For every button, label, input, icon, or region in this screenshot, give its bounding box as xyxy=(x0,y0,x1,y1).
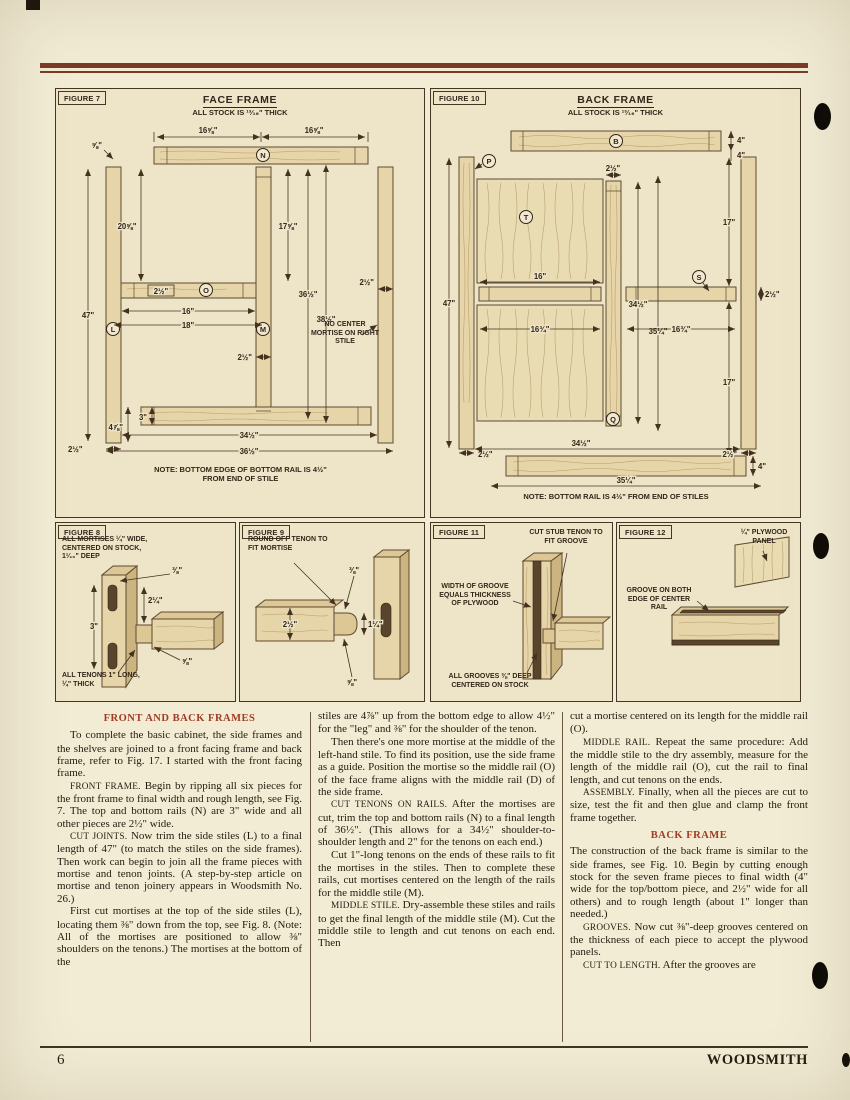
dim-label: 35¼" xyxy=(648,327,668,336)
dim-label: 36½" xyxy=(239,447,259,456)
dim-label: 47" xyxy=(81,311,95,320)
part-letter-s: S xyxy=(696,273,702,282)
paragraph xyxy=(570,921,808,959)
part-letter-t: T xyxy=(523,213,529,222)
dim-label: 16" xyxy=(181,307,195,316)
top-rule-thin xyxy=(40,71,808,73)
section-heading-front-and-back-frames: FRONT AND BACK FRAMES xyxy=(103,713,256,724)
figure-note: NOTE: BOTTOM RAIL IS 4½" FROM END OF STILES xyxy=(523,492,709,501)
paragraph-text: cut a mortise centered on its length for the middle rail (O). xyxy=(570,710,808,736)
part-letter-o: O xyxy=(203,286,209,295)
paragraph-text: To complete the basic cabinet, the side frames and the shelves are joined to a front facing frame and back frame, refer to Fig. 17. I started with the front facing frame. xyxy=(57,729,302,780)
dim-label: 16⅝" xyxy=(304,126,324,135)
groove-both-edges-callout: GROOVE ON BOTH EDGE OF CENTER RAIL xyxy=(626,587,692,612)
footer-rule xyxy=(40,1046,808,1048)
dim-label: 4" xyxy=(758,462,767,471)
dim-label: 2½" xyxy=(153,287,169,296)
print-registration-mark xyxy=(26,0,40,10)
dim-label: 38½" xyxy=(316,315,336,324)
dim-label: 47" xyxy=(442,299,456,308)
paragraph xyxy=(570,786,808,824)
no-center-mortise-callout: NO CENTER MORTISE ON RIGHT STILE xyxy=(310,321,380,346)
article-column-2 xyxy=(318,710,555,950)
paragraph-text: The construction of the back frame is similar to the side frames, see Fig. 10. Begin by cutting enough stock for the seven frame pieces to final width (4" wide for the top/bottom piece, and 2½" wide for all others) and to rough length (about 1" longer than needed.) xyxy=(570,845,808,921)
binder-hole-bottom xyxy=(812,962,828,989)
paragraph-lead: CUT TENONS ON RAILS. xyxy=(331,800,448,811)
binder-hole-middle xyxy=(813,533,829,559)
figure-7-panel xyxy=(55,88,425,518)
paragraph xyxy=(318,798,555,848)
article-column-1 xyxy=(57,712,302,968)
dim-label: 2½" xyxy=(282,620,298,629)
dim-label: 1¼" xyxy=(368,620,383,629)
figure-12-panel xyxy=(616,522,801,702)
dim-label: ⅜" xyxy=(172,566,183,575)
dim-label: 16⅝" xyxy=(198,126,218,135)
dim-label: 4" xyxy=(737,151,746,160)
dim-label: 34½" xyxy=(628,300,648,309)
dim-label: ⅝" xyxy=(346,678,358,687)
dim-label: 4" xyxy=(737,136,746,145)
edge-mark xyxy=(842,1053,850,1067)
dim-label: 16¾" xyxy=(671,325,691,334)
dim-label: 17" xyxy=(722,378,736,387)
paragraph xyxy=(318,736,555,799)
paragraph-lead: ASSEMBLY. xyxy=(583,788,635,799)
binder-hole-top xyxy=(814,103,831,130)
paragraph-lead: FRONT FRAME. xyxy=(70,781,141,792)
stub-tenon-callout: CUT STUB TENON TO FIT GROOVE xyxy=(529,529,603,545)
dim-label: 17⅝" xyxy=(278,222,298,231)
stile-with-mortise xyxy=(374,550,409,679)
dim-label: 18" xyxy=(181,321,195,330)
frame-pieces xyxy=(459,131,756,476)
dim-label: 2½" xyxy=(765,290,780,299)
dim-label: 2½" xyxy=(359,278,374,287)
top-rule-thick xyxy=(40,63,808,68)
stile-with-mortises xyxy=(102,566,137,687)
dim-label: 20⅝" xyxy=(117,222,137,231)
paragraph-text: Finally, when all the pieces are cut to size, test the fit and then glue and clamp the front frame together. xyxy=(570,786,809,824)
paragraph xyxy=(570,845,808,920)
dim-label: 2½" xyxy=(237,353,252,362)
paragraph-text: Dry-assemble these stiles and rails to get the final length of the middle stile (M). Cut the middle stile to length and cut tenons on each end. Then xyxy=(318,899,556,950)
figure-label: FIGURE 11 xyxy=(433,525,485,539)
dim-label: ⅜" xyxy=(348,566,360,575)
dim-label: 34½" xyxy=(571,439,591,448)
paragraph-lead: CUT JOINTS. xyxy=(70,832,128,843)
back-frame-diagram xyxy=(431,89,799,516)
paragraph xyxy=(570,736,808,786)
dim-label: 2½" xyxy=(478,450,493,459)
figure-11-panel xyxy=(430,522,613,702)
part-letter-p: P xyxy=(486,157,492,166)
figure-label: FIGURE 10 xyxy=(433,91,486,105)
dim-label: 3" xyxy=(138,413,147,422)
magazine-brand: WOODSMITH xyxy=(706,1052,808,1068)
dim-label: 3" xyxy=(89,622,99,631)
dim-label: 36½" xyxy=(298,290,318,299)
figure-9-panel xyxy=(239,522,425,702)
column-separator xyxy=(562,712,563,1042)
paragraph-lead: GROOVES. xyxy=(583,922,631,933)
figure-label: FIGURE 8 xyxy=(58,525,106,539)
paragraph-text: stiles are 4⅞" up from the bottom edge to allow 4½" for the "leg" and ⅜" for the shoulder of the tenon. xyxy=(318,710,555,736)
paragraph xyxy=(570,959,808,972)
paragraph-lead: MIDDLE RAIL. xyxy=(583,737,651,748)
rail-with-round-tenon xyxy=(256,600,357,641)
paragraph-text: After the grooves are xyxy=(662,958,756,971)
dim-label: ⅝" xyxy=(91,141,102,150)
dim-label: 35¼" xyxy=(616,476,636,485)
part-letter-n: N xyxy=(260,151,266,160)
column-separator xyxy=(310,712,311,1042)
paragraph xyxy=(57,780,302,830)
figure-title: FACE FRAME xyxy=(202,94,278,106)
paragraph-text: Cut 1"-long tenons on the ends of these rails to fit the mortises in the stiles. Then to complete these rails, cut mortises centered on the length of the rails for the middle stile (M). xyxy=(318,848,555,899)
frame-pieces xyxy=(106,147,393,443)
round-tenon-note: ROUND OFF TENON TO FIT MORTISE xyxy=(248,536,328,552)
dim-label: 16¾" xyxy=(530,325,550,334)
plywood-panel-callout: ¼" PLYWOOD PANEL xyxy=(740,529,788,545)
paragraph-text: Now cut ⅜"-deep grooves centered on the thickness of each piece to accept the plywood panels. xyxy=(570,920,808,959)
paragraph-text: Then there's one more mortise at the middle of the left-hand stile. To find its position, use the side frame as a guide. Position the mortise so the middle rail (O) of the face frame aligns with the middle rail (D) of the side frame. xyxy=(318,735,555,799)
figure-10-panel xyxy=(430,88,801,518)
dim-label: 2½" xyxy=(605,164,621,173)
part-letter-b: B xyxy=(613,137,619,146)
part-letter-l: L xyxy=(110,325,116,334)
dim-label: 2½" xyxy=(68,445,83,454)
tenon-note: ALL TENONS 1" LONG, ¼" THICK xyxy=(62,672,140,688)
figure-title: BACK FRAME xyxy=(577,94,654,106)
mortise-note: ALL MORTISES ¼" WIDE, CENTERED ON STOCK, 1¹⁄₁₆" DEEP xyxy=(62,536,148,561)
paragraph-text: Now trim the side stiles (L) to a final length of 47" (to match the stiles on the side frames). Then work can begin to join all the frame pieces with mortise and tenon joints. (A step-by-step article on mortise and tenon joinery appears in Woodsmith No. 26.) xyxy=(57,830,302,905)
part-letter-q: Q xyxy=(610,415,616,424)
paragraph xyxy=(318,710,555,736)
groove-width-callout: WIDTH OF GROOVE EQUALS THICKNESS OF PLYWOOD xyxy=(439,583,511,608)
paragraph-lead: CUT TO LENGTH. xyxy=(583,960,661,971)
paragraph xyxy=(318,849,555,899)
page-number: 6 xyxy=(57,1052,65,1068)
dim-label: 2¼" xyxy=(148,596,163,605)
figure-note: NOTE: BOTTOM EDGE OF BOTTOM RAIL IS 4½" FROM END OF STILE xyxy=(154,465,327,484)
section-heading-back-frame: BACK FRAME xyxy=(650,830,728,842)
dim-label: 4⅞" xyxy=(108,423,123,432)
dim-label: 2½" xyxy=(722,450,737,459)
paragraph-text: First cut mortises at the top of the side stiles (L), locating them ⅜" down from the top, see Fig. 8. (Note: All of the mortises are positioned to allow ⅜" shoulders on the tenons.) The mortises at the bottom of the xyxy=(57,905,302,968)
figure-label: FIGURE 12 xyxy=(619,525,672,539)
figure-label: FIGURE 7 xyxy=(58,91,106,105)
paragraph-lead: MIDDLE STILE. xyxy=(331,901,400,912)
paragraph-text: After the mortises are cut, trim the top and bottom rails (N) to a final length of 36½". (This allows for a 34½" shoulder-to-shoulder length and 2" for the tenons on each end.) xyxy=(318,798,555,849)
figure-8-panel xyxy=(55,522,236,702)
paragraph xyxy=(57,830,302,905)
dim-label: 16" xyxy=(533,272,547,281)
figure-subtitle: ALL STOCK IS ¹³⁄₁₆" THICK xyxy=(192,108,288,117)
dim-label: ⅝" xyxy=(182,657,193,666)
paragraph xyxy=(57,729,302,779)
figure-label: FIGURE 9 xyxy=(242,525,290,539)
dim-label: 34½" xyxy=(239,431,259,440)
grooved-stile xyxy=(523,553,562,679)
paragraph xyxy=(570,710,808,736)
article-column-3 xyxy=(570,710,808,972)
figure-subtitle: ALL STOCK IS ¹³⁄₁₆" THICK xyxy=(567,108,664,117)
paragraph-text: Repeat the same procedure: Add the middle stile to the dry assembly, measure for the length of the middle rail (O), cut the rail to final length, and cut tenons on the ends. xyxy=(570,735,809,786)
groove-depth-callout: ALL GROOVES ⅜" DEEP CENTERED ON STOCK xyxy=(448,673,532,689)
paragraph xyxy=(57,905,302,968)
paragraph-text: Begin by ripping all six pieces for the front frame to final width and rough length, see Fig. 7. The top and bottom rails (N) are 3" wide and all other pieces are 2½" wide. xyxy=(57,779,303,830)
face-frame-diagram xyxy=(56,89,423,516)
rail-with-tenon xyxy=(136,612,223,649)
paragraph xyxy=(318,899,555,949)
part-letter-m: M xyxy=(259,325,267,334)
dim-label: 17" xyxy=(722,218,736,227)
